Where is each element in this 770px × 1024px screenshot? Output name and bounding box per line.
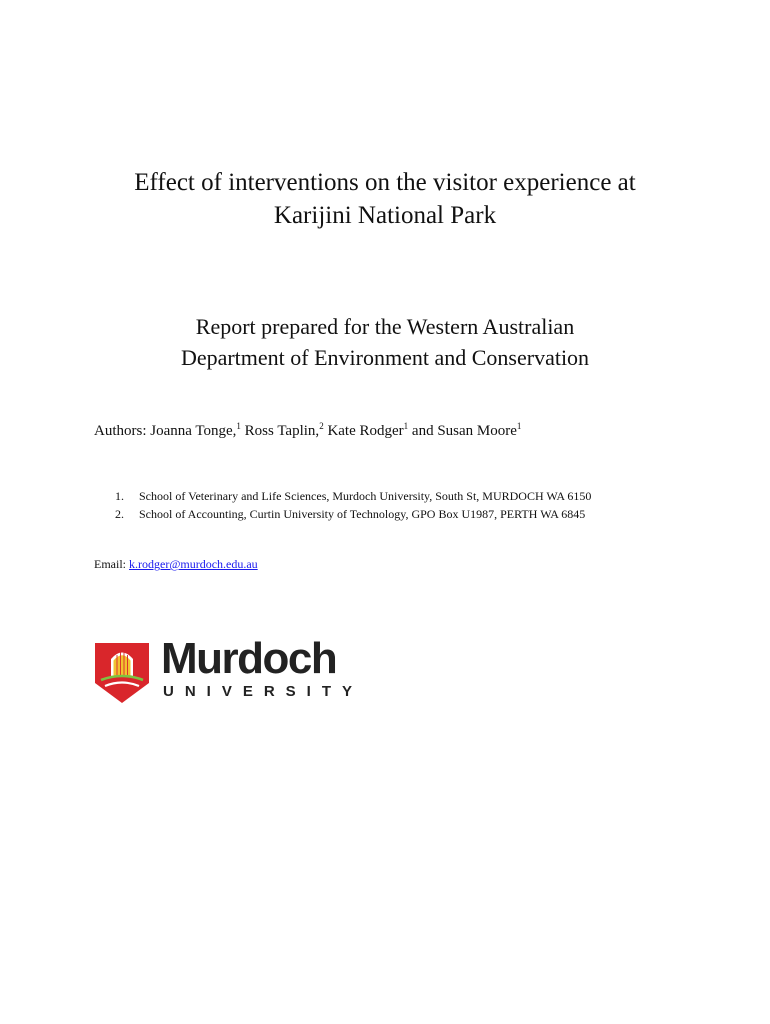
affiliations-list: [94, 487, 694, 523]
author-affiliation-mark: 1: [403, 421, 409, 431]
report-subtitle-line-1: Report prepared for the Western Australian: [195, 314, 575, 339]
university-logo: [95, 634, 375, 708]
author-name: Susan Moore: [437, 423, 517, 439]
author-affiliation-mark: 1: [236, 421, 241, 431]
author-affiliation-mark: 2: [319, 421, 324, 431]
affiliation-text: School of Accounting, Curtin University of Technology, GPO Box U1987, PERTH WA 6845: [139, 507, 586, 521]
crest-icon: [95, 643, 149, 703]
author-name: Kate Rodger: [327, 423, 404, 439]
report-subtitle: [0, 311, 770, 373]
authors-label: Authors:: [94, 423, 147, 439]
report-title-line-1: Effect of interventions on the visitor experience at: [134, 169, 636, 196]
email-label: Email:: [94, 557, 126, 571]
affiliation-item: [94, 487, 694, 505]
affiliation-text: School of Veterinary and Life Sciences, Murdoch University, South St, MURDOCH WA 6150: [139, 489, 592, 503]
author-conjunction: and: [411, 423, 434, 439]
email-link[interactable]: k.rodger@murdoch.edu.au: [129, 557, 258, 571]
report-title-line-2: Karijini National Park: [273, 202, 497, 229]
report-title: [0, 166, 770, 232]
contact-email: [94, 555, 258, 573]
affiliation-number: 1.: [115, 489, 124, 503]
affiliation-number: 2.: [115, 507, 124, 521]
report-subtitle-line-2: Department of Environment and Conservation: [180, 345, 590, 370]
authors-line: [94, 420, 521, 442]
logo-name: Murdoch: [161, 634, 337, 683]
author-affiliation-mark: 1: [516, 421, 522, 431]
affiliation-item: [94, 505, 694, 523]
author-name: Ross Taplin,: [244, 423, 320, 439]
author-name: Joanna Tonge,: [150, 423, 237, 439]
logo-subtitle: UNIVERSITY: [163, 683, 364, 700]
